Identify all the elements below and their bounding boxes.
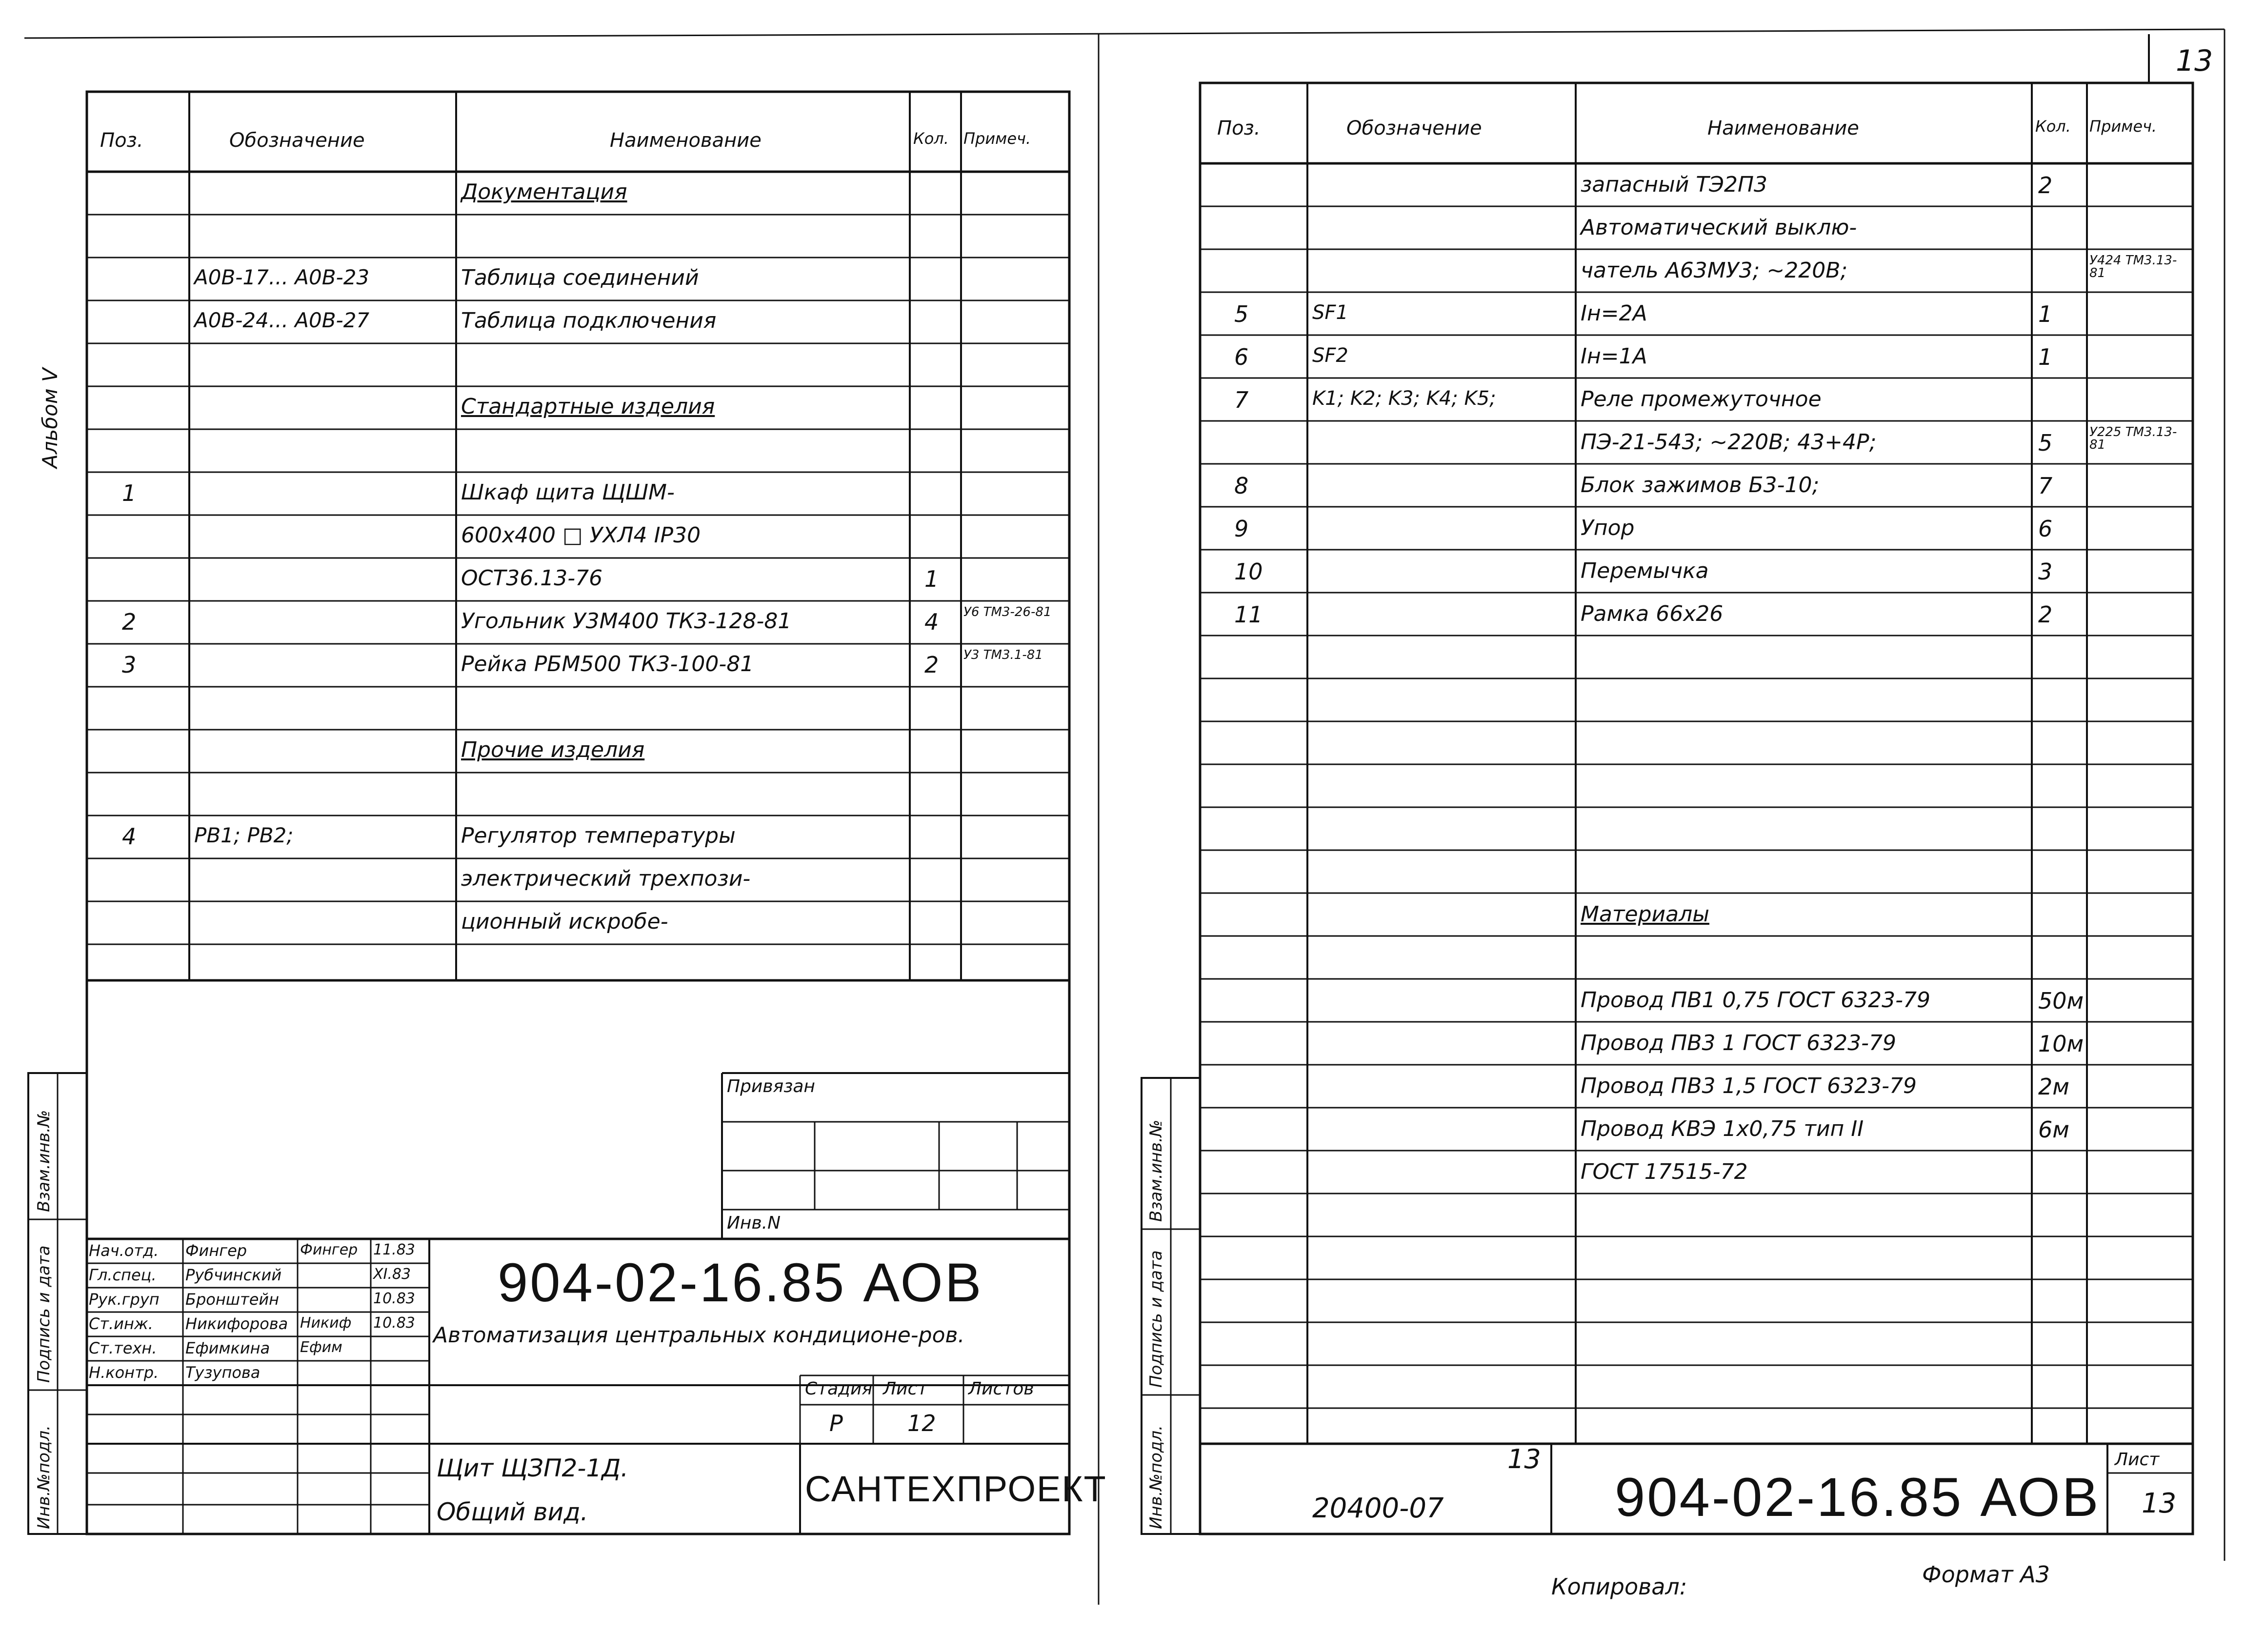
right-col-name: Наименование [1707, 117, 1859, 139]
right-row-name: чатель А63МУ3; ~220В; [1581, 258, 1848, 283]
right-row-name: Iн=2А [1581, 301, 1647, 326]
right-row-name: ГОСТ 17515-72 [1581, 1159, 1748, 1184]
right-row-name: Провод ПВ3 1 ГОСТ 6323-79 [1581, 1031, 1897, 1055]
right-sheet-label: Лист [2115, 1450, 2160, 1470]
right-row-qty: 10м [2038, 1031, 2084, 1057]
left-row-name: ционный искробе- [461, 909, 668, 934]
left-row-name: Прочие изделия [461, 737, 645, 762]
left-row-name: Стандартные изделия [461, 394, 715, 419]
signer-signature: Фингер [300, 1241, 358, 1258]
inventory-number: 20400-07 [1312, 1493, 1444, 1524]
left-doc-title: Автоматизация центральных кондиционе-ров. [433, 1323, 965, 1348]
right-row-name: Материалы [1581, 902, 1709, 927]
signer-name: Ефимкина [185, 1339, 270, 1357]
stage-label: Стадия [805, 1379, 873, 1399]
left-col-code: Обозначение [229, 129, 365, 152]
left-col-name: Наименование [610, 129, 762, 152]
right-row-name: запасный ТЭ2П3 [1581, 172, 1768, 197]
right-col-note: Примеч. [2089, 117, 2157, 136]
left-row-name: 600х400 □ УХЛ4 IP30 [461, 523, 701, 548]
stage-value: Р [829, 1410, 843, 1436]
right-row-qty: 7 [2038, 473, 2053, 499]
right-row-qty: 5 [2038, 430, 2053, 456]
right-strip-vzam: Взам.инв.№ [1146, 1119, 1166, 1222]
right-row-pos: 5 [1234, 301, 1249, 327]
left-row-name: Угольник У3М400 ТК3-128-81 [461, 609, 792, 634]
left-row-note: У6 ТМ3-26-81 [963, 605, 1052, 619]
signer-name: Рубчинский [185, 1266, 282, 1284]
sheet-number-top: 13 [2176, 44, 2213, 78]
inv-n-label: Инв.N [727, 1213, 781, 1233]
right-strip-podpis: Подпись и дата [1146, 1250, 1166, 1388]
right-row-name: Провод ПВ1 0,75 ГОСТ 6323-79 [1581, 988, 1930, 1013]
signer-date: 10.83 [373, 1290, 415, 1307]
left-row-name: Таблица соединений [461, 265, 699, 290]
right-row-name: Реле промежуточное [1581, 387, 1822, 412]
drawing-name-1: Щит ЩЗП2-1Д. [437, 1454, 629, 1482]
left-row-code: А0В-24... А0В-27 [194, 308, 370, 332]
right-row-code: SF1 [1312, 301, 1348, 324]
right-row-code: SF2 [1312, 344, 1348, 367]
left-row-name: Таблица подключения [461, 308, 717, 333]
right-row-qty: 1 [2038, 301, 2053, 327]
left-col-note: Примеч. [963, 129, 1031, 148]
signer-role: Ст.инж. [89, 1314, 153, 1333]
right-row-qty: 6м [2038, 1116, 2069, 1143]
right-row-name: Провод ПВ3 1,5 ГОСТ 6323-79 [1581, 1074, 1917, 1098]
right-row-qty: 2 [2038, 601, 2053, 628]
right-row-pos: 10 [1234, 558, 1263, 585]
left-row-name: ОСТ36.13-76 [461, 566, 603, 591]
left-row-qty: 4 [924, 609, 939, 635]
right-doc-code: 904-02-16.85 АОВ [1615, 1467, 2101, 1528]
right-row-qty: 50м [2038, 988, 2084, 1014]
right-row-note: У424 ТМ3.13-81 [2089, 253, 2177, 280]
right-row-pos: 11 [1234, 601, 1263, 628]
left-row-pos: 1 [122, 480, 137, 506]
signer-name: Фингер [185, 1241, 247, 1260]
right-row-qty: 2 [2038, 172, 2053, 199]
right-row-pos: 8 [1234, 473, 1249, 499]
left-row-pos: 4 [122, 823, 137, 850]
sheets-label: Листов [968, 1379, 1034, 1399]
right-sheet-value: 13 [2142, 1488, 2177, 1519]
small-13: 13 [1507, 1444, 1541, 1474]
left-doc-code: 904-02-16.85 АОВ [498, 1252, 983, 1313]
left-row-code: РВ1; РВ2; [194, 823, 294, 847]
right-col-qty: Кол. [2035, 117, 2071, 136]
left-row-name: Документация [461, 179, 627, 204]
right-row-qty: 3 [2038, 558, 2053, 585]
sheet-label: Лист [883, 1379, 928, 1399]
format-label: Формат А3 [1922, 1561, 2050, 1588]
right-row-name: Провод КВЭ 1х0,75 тип II [1581, 1116, 1864, 1141]
copied-by: Копировал: [1551, 1573, 1687, 1600]
left-row-note: У3 ТМ3.1-81 [963, 648, 1043, 662]
right-row-name: Блок зажимов Б3-10; [1581, 473, 1820, 498]
right-row-name: Рамка 66х26 [1581, 601, 1724, 626]
right-row-code: K1; K2; K3; K4; K5; [1312, 387, 1496, 410]
left-row-name: Шкаф щита ЩШМ- [461, 480, 675, 505]
left-col-pos: Поз. [100, 129, 143, 152]
left-strip-vzam: Взам.инв.№ [34, 1110, 54, 1212]
signer-name: Тузупова [185, 1363, 261, 1382]
drawing-name-2: Общий вид. [437, 1498, 588, 1526]
left-row-pos: 3 [122, 652, 137, 678]
left-row-name: электрический трехпози- [461, 866, 751, 891]
sheet-value: 12 [907, 1410, 936, 1436]
right-row-name: Iн=1А [1581, 344, 1647, 369]
signer-date: XI.83 [373, 1266, 411, 1283]
signer-signature: Ефим [300, 1339, 342, 1356]
left-strip-inv: Инв.№подл. [34, 1425, 54, 1529]
right-col-pos: Поз. [1217, 117, 1261, 139]
right-row-qty: 1 [2038, 344, 2053, 370]
left-col-qty: Кол. [913, 129, 949, 148]
signer-role: Рук.груп [89, 1290, 160, 1309]
left-row-qty: 2 [924, 652, 939, 678]
left-row-name: Регулятор температуры [461, 823, 736, 848]
right-row-qty: 6 [2038, 516, 2053, 542]
right-row-pos: 6 [1234, 344, 1249, 370]
left-row-code: А0В-17... А0В-23 [194, 265, 370, 289]
signer-date: 10.83 [373, 1314, 415, 1332]
signer-name: Бронштейн [185, 1290, 280, 1309]
right-row-name: ПЭ-21-543; ~220В; 43+4Р; [1581, 430, 1877, 455]
signer-date: 11.83 [373, 1241, 415, 1258]
signer-role: Гл.спец. [89, 1266, 157, 1284]
right-row-name: Упор [1581, 516, 1635, 540]
signer-role: Н.контр. [89, 1363, 159, 1382]
privyazan-label: Привязан [727, 1076, 815, 1096]
left-strip-podpis: Подпись и дата [34, 1245, 54, 1383]
signer-role: Ст.техн. [89, 1339, 157, 1357]
right-row-name: Автоматический выклю- [1581, 215, 1857, 240]
left-row-name: Рейка РБМ500 ТК3-100-81 [461, 652, 754, 677]
left-row-qty: 1 [924, 566, 939, 592]
signer-role: Нач.отд. [89, 1241, 159, 1260]
right-row-pos: 7 [1234, 387, 1249, 413]
right-col-code: Обозначение [1346, 117, 1482, 139]
album-label: Альбом V [38, 368, 62, 468]
right-row-note: У225 ТМ3.13-81 [2089, 425, 2177, 452]
right-row-pos: 9 [1234, 516, 1249, 542]
right-strip-inv: Инв.№подл. [1146, 1425, 1166, 1529]
left-row-pos: 2 [122, 609, 137, 635]
org-name: САНТЕХПРОЕКТ [805, 1469, 1107, 1509]
signer-signature: Никиф [300, 1314, 352, 1332]
right-row-name: Перемычка [1581, 558, 1709, 583]
right-row-qty: 2м [2038, 1074, 2069, 1100]
signer-name: Никифорова [185, 1314, 288, 1333]
